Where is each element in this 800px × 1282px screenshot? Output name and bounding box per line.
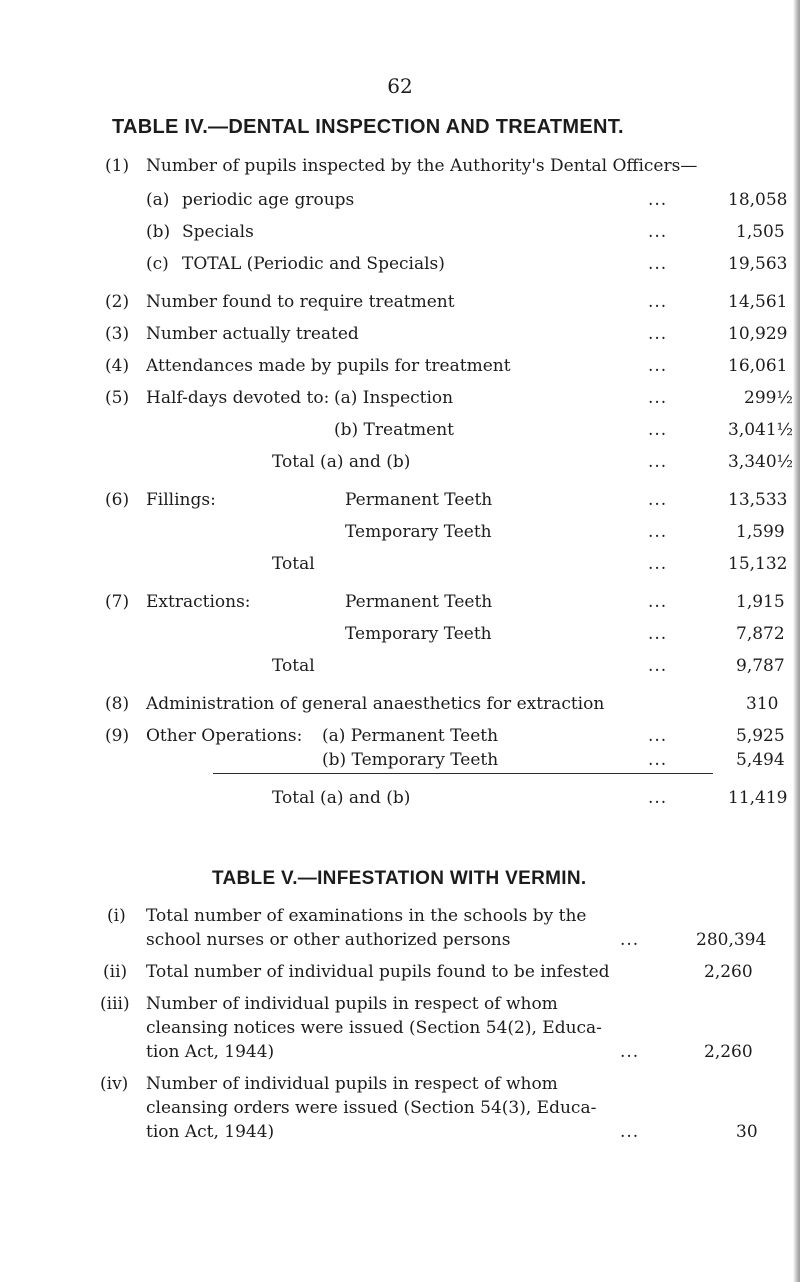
item-6-total-text: Total — [272, 554, 315, 574]
item-7-label: (7) — [105, 592, 130, 612]
item-1b-value: 1,505 — [736, 222, 785, 242]
item-7-permanent-value: 1,915 — [736, 592, 785, 612]
item-4-text: Attendances made by pupils for treatment — [146, 356, 511, 376]
vermin-iii-line2: cleansing notices were issued (Section 54(2), Educa- — [146, 1018, 602, 1038]
total-divider-rule — [213, 773, 713, 774]
item-5a-text: (a) Inspection — [334, 388, 454, 408]
leader-dots: ... — [620, 1042, 640, 1062]
item-4-value: 16,061 — [728, 356, 788, 376]
item-5-label: (5) — [105, 388, 130, 408]
leader-dots: ... — [648, 324, 668, 344]
item-4-label: (4) — [105, 356, 130, 376]
leader-dots: ... — [648, 292, 668, 312]
leader-dots: ... — [648, 624, 668, 644]
item-7-text: Extractions: — [146, 592, 251, 612]
item-5-total-value: 3,340½ — [728, 452, 794, 472]
item-9-total-value: 11,419 — [728, 788, 788, 808]
leader-dots: ... — [620, 1122, 640, 1142]
leader-dots: ... — [648, 490, 668, 510]
leader-dots: ... — [648, 254, 668, 274]
leader-dots: ... — [648, 388, 668, 408]
item-5b-text: (b) Treatment — [334, 420, 455, 440]
vermin-i-label: (i) — [107, 906, 126, 926]
vermin-ii-value: 2,260 — [704, 962, 753, 982]
item-6-text: Fillings: — [146, 490, 216, 510]
page-edge-shadow — [793, 0, 800, 1282]
vermin-iii-line3: tion Act, 1944) — [146, 1042, 275, 1062]
item-1a-label: (a) — [146, 190, 170, 210]
item-6-temporary-text: Temporary Teeth — [345, 522, 492, 542]
item-5a-value: 299½ — [744, 388, 793, 408]
item-6-total-value: 15,132 — [728, 554, 788, 574]
leader-dots: ... — [648, 554, 668, 574]
vermin-ii-label: (ii) — [103, 962, 128, 982]
vermin-i-line2: school nurses or other authorized persons — [146, 930, 511, 950]
item-1b-label: (b) — [146, 222, 171, 242]
item-2-value: 14,561 — [728, 292, 788, 312]
item-8-value: 310 — [746, 694, 779, 714]
table-iv-title: TABLE IV.—DENTAL INSPECTION AND TREATMENT. — [112, 116, 624, 138]
vermin-iii-line1: Number of individual pupils in respect of whom — [146, 994, 558, 1014]
item-9b-text: (b) Temporary Teeth — [322, 750, 499, 770]
item-2-text: Number found to require treatment — [146, 292, 455, 312]
item-7-total-text: Total — [272, 656, 315, 676]
vermin-iv-label: (iv) — [100, 1074, 129, 1094]
item-5-total-text: Total (a) and (b) — [272, 452, 411, 472]
vermin-iii-label: (iii) — [100, 994, 130, 1014]
vermin-iii-value: 2,260 — [704, 1042, 753, 1062]
leader-dots: ... — [648, 356, 668, 376]
vermin-iv-line1: Number of individual pupils in respect of whom — [146, 1074, 558, 1094]
item-3-value: 10,929 — [728, 324, 788, 344]
item-9b-value: 5,494 — [736, 750, 785, 770]
item-9-label: (9) — [105, 726, 130, 746]
leader-dots: ... — [648, 522, 668, 542]
item-1c-label: (c) — [146, 254, 169, 274]
item-1b-text: Specials — [182, 222, 254, 242]
item-6-permanent-value: 13,533 — [728, 490, 788, 510]
item-9a-value: 5,925 — [736, 726, 785, 746]
item-1c-text: TOTAL (Periodic and Specials) — [182, 254, 445, 274]
leader-dots: ... — [648, 190, 668, 210]
item-6-temporary-value: 1,599 — [736, 522, 785, 542]
leader-dots: ... — [648, 452, 668, 472]
vermin-iv-value: 30 — [736, 1122, 758, 1142]
item-9-text: Other Operations: — [146, 726, 303, 746]
item-5-text: Half-days devoted to: — [146, 388, 330, 408]
item-8-text: Administration of general anaesthetics for extraction — [146, 694, 605, 714]
leader-dots: ... — [648, 788, 668, 808]
item-3-label: (3) — [105, 324, 130, 344]
item-7-temporary-text: Temporary Teeth — [345, 624, 492, 644]
leader-dots: ... — [620, 930, 640, 950]
item-1c-value: 19,563 — [728, 254, 788, 274]
item-7-permanent-text: Permanent Teeth — [345, 592, 493, 612]
item-6-label: (6) — [105, 490, 130, 510]
item-6-permanent-text: Permanent Teeth — [345, 490, 493, 510]
item-9-total-text: Total (a) and (b) — [272, 788, 411, 808]
item-1-text: Number of pupils inspected by the Authority's Dental Officers— — [146, 156, 698, 176]
item-9a-text: (a) Permanent Teeth — [322, 726, 499, 746]
item-1a-value: 18,058 — [728, 190, 788, 210]
item-1-label: (1) — [105, 156, 130, 176]
item-7-total-value: 9,787 — [736, 656, 785, 676]
table-v-title: TABLE V.—INFESTATION WITH VERMIN. — [212, 868, 587, 889]
item-8-label: (8) — [105, 694, 130, 714]
vermin-ii-line1: Total number of individual pupils found to be infested — [146, 962, 610, 982]
vermin-iv-line2: cleansing orders were issued (Section 54(3), Educa- — [146, 1098, 597, 1118]
leader-dots: ... — [648, 420, 668, 440]
item-1a-text: periodic age groups — [182, 190, 355, 210]
item-3-text: Number actually treated — [146, 324, 359, 344]
item-5b-value: 3,041½ — [728, 420, 794, 440]
leader-dots: ... — [648, 592, 668, 612]
vermin-iv-line3: tion Act, 1944) — [146, 1122, 275, 1142]
leader-dots: ... — [648, 656, 668, 676]
item-7-temporary-value: 7,872 — [736, 624, 785, 644]
leader-dots: ... — [648, 726, 668, 746]
leader-dots: ... — [648, 222, 668, 242]
leader-dots: ... — [648, 750, 668, 770]
vermin-i-value: 280,394 — [696, 930, 767, 950]
vermin-i-line1: Total number of examinations in the schools by the — [146, 906, 587, 926]
item-2-label: (2) — [105, 292, 130, 312]
page-number: 62 — [387, 74, 413, 98]
